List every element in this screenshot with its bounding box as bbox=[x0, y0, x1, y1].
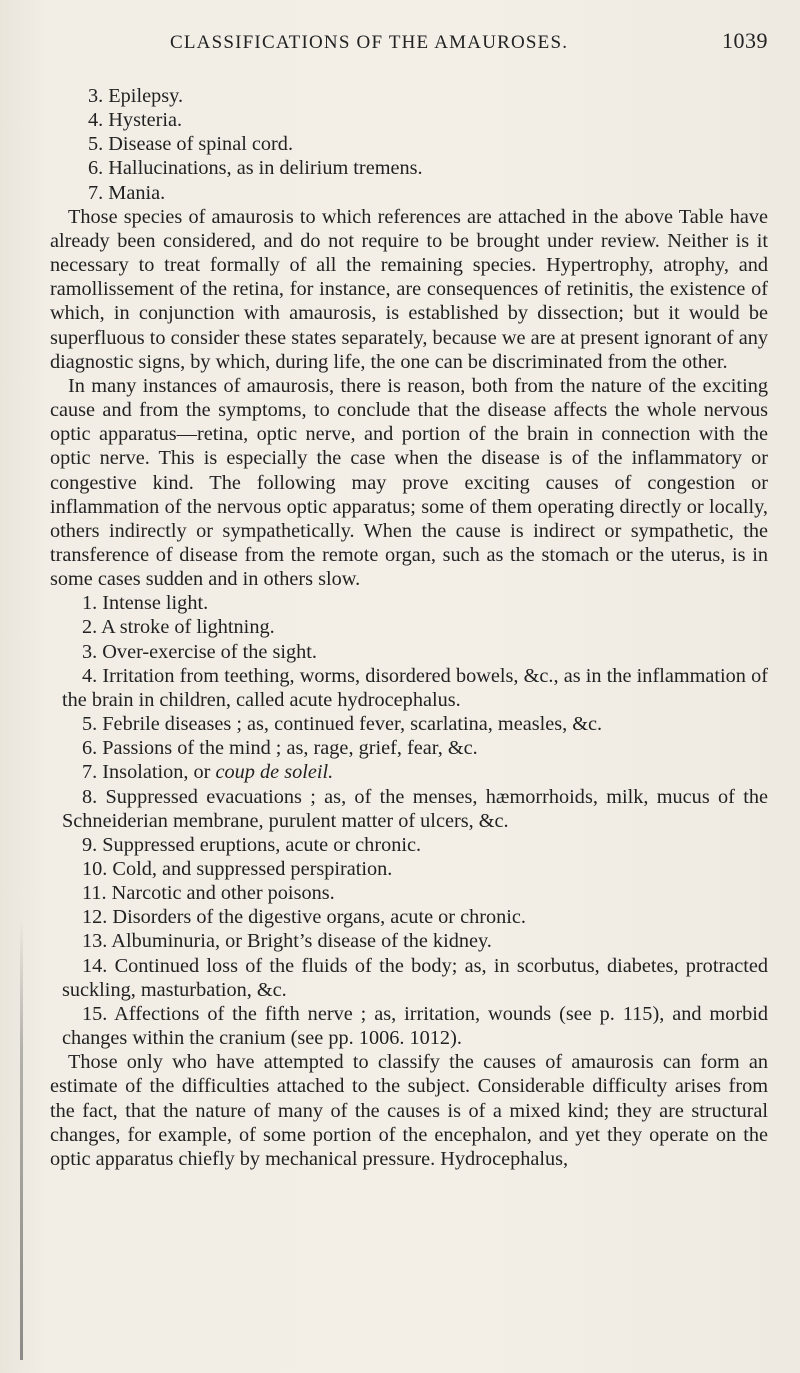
list-item: 3. Epilepsy. bbox=[88, 85, 184, 107]
list-item: 5. Disease of spinal cord. bbox=[88, 133, 294, 156]
paragraph: Those species of amaurosis to which references are attached in the above Table have already been considered, and do not require to be brought under review. Neither is it necessary to treat formally of all the remaining species. Hypertrophy, atrophy, and ramollissement of the retina, for instance, are consequences of retinitis, the existence of which, in conjunction with amaurosis, is established by dissection; but it would be superfluous to consider these states separately, because we are at present ignorant of any diagnostic signs, by which, during life, the one can be discriminated from the other. bbox=[50, 205, 768, 373]
list-item bbox=[62, 760, 768, 784]
list-item: 15. Affections of the fifth nerve ; as, irritation, wounds (see p. 115), and morbid changes within the cranium (see pp. 1006. 1012). bbox=[62, 1002, 768, 1050]
species-list-continued bbox=[50, 84, 768, 205]
list-item: 4. Hysteria. bbox=[88, 109, 183, 132]
exciting-causes-list bbox=[50, 591, 768, 1050]
list-item: 11. Narcotic and other poisons. bbox=[82, 882, 335, 905]
page-body bbox=[50, 84, 768, 1171]
italic-phrase: coup de soleil. bbox=[215, 761, 334, 784]
list-item: 6. Hallucinations, as in delirium tremens. bbox=[88, 157, 423, 180]
paragraph: Those only who have attempted to classify the causes of amaurosis can form an estimate of the difficulties attached to the subject. Considerable difficulty arises from the fact, that the nature of many of the causes is of a mixed kind; they are structural changes, for example, of some portion of the encephalon, and yet they operate on the optic apparatus chiefly by mechanical pressure. Hydrocephalus, bbox=[50, 1051, 768, 1170]
list-item: 4. Irritation from teething, worms, disordered bowels, &c., as in the inflammation of the brain in children, called acute hydrocephalus. bbox=[62, 664, 768, 711]
list-item: 5. Febrile diseases ; as, continued fever, scarlatina, measles, &c. bbox=[82, 713, 603, 736]
list-item: 13. Albuminuria, or Bright’s disease of the kidney. bbox=[82, 930, 492, 953]
list-item: 8. Suppressed evacuations ; as, of the menses, hæmorrhoids, milk, mucus of the Schneiderian membrane, purulent matter of ulcers, &c. bbox=[62, 785, 768, 832]
running-header bbox=[170, 28, 780, 58]
list-item: 2. A stroke of lightning. bbox=[82, 616, 275, 639]
list-item: 12. Disorders of the digestive organs, acute or chronic. bbox=[82, 906, 526, 929]
running-title: CLASSIFICATIONS OF THE AMAUROSES. bbox=[170, 32, 569, 53]
page-number: 1039 bbox=[722, 28, 768, 53]
list-item: 10. Cold, and suppressed perspiration. bbox=[82, 858, 393, 880]
list-item-text: 7. Insolation, or bbox=[82, 761, 216, 784]
list-item: 6. Passions of the mind ; as, rage, grief, fear, &c. bbox=[82, 737, 478, 760]
binding-shadow bbox=[20, 920, 23, 1360]
list-item: 7. Mania. bbox=[88, 181, 166, 204]
list-item: 3. Over-exercise of the sight. bbox=[82, 640, 317, 663]
paragraph: In many instances of amaurosis, there is reason, both from the nature of the exciting cause and from the symptoms, to conclude that the disease affects the whole nervous optic apparatus—retina, optic nerve, and portion of the brain in connection with the optic nerve. This is especially the case when the disease is of the inflammatory or congestive kind. The following may prove exciting causes of congestion or inflammation of the nervous optic apparatus; some of them operating directly or locally, others indirectly or sympathetically. When the cause is indirect or sympathetic, the transference of disease from the remote organ, such as the stomach or the uterus, is in some cases sudden and in others slow. bbox=[50, 374, 768, 591]
list-item: 1. Intense light. bbox=[82, 592, 209, 615]
list-item: 14. Continued loss of the fluids of the body; as, in scorbutus, diabetes, protracted suckling, masturbation, &c. bbox=[62, 954, 768, 1001]
list-item: 9. Suppressed eruptions, acute or chronic. bbox=[82, 833, 422, 856]
